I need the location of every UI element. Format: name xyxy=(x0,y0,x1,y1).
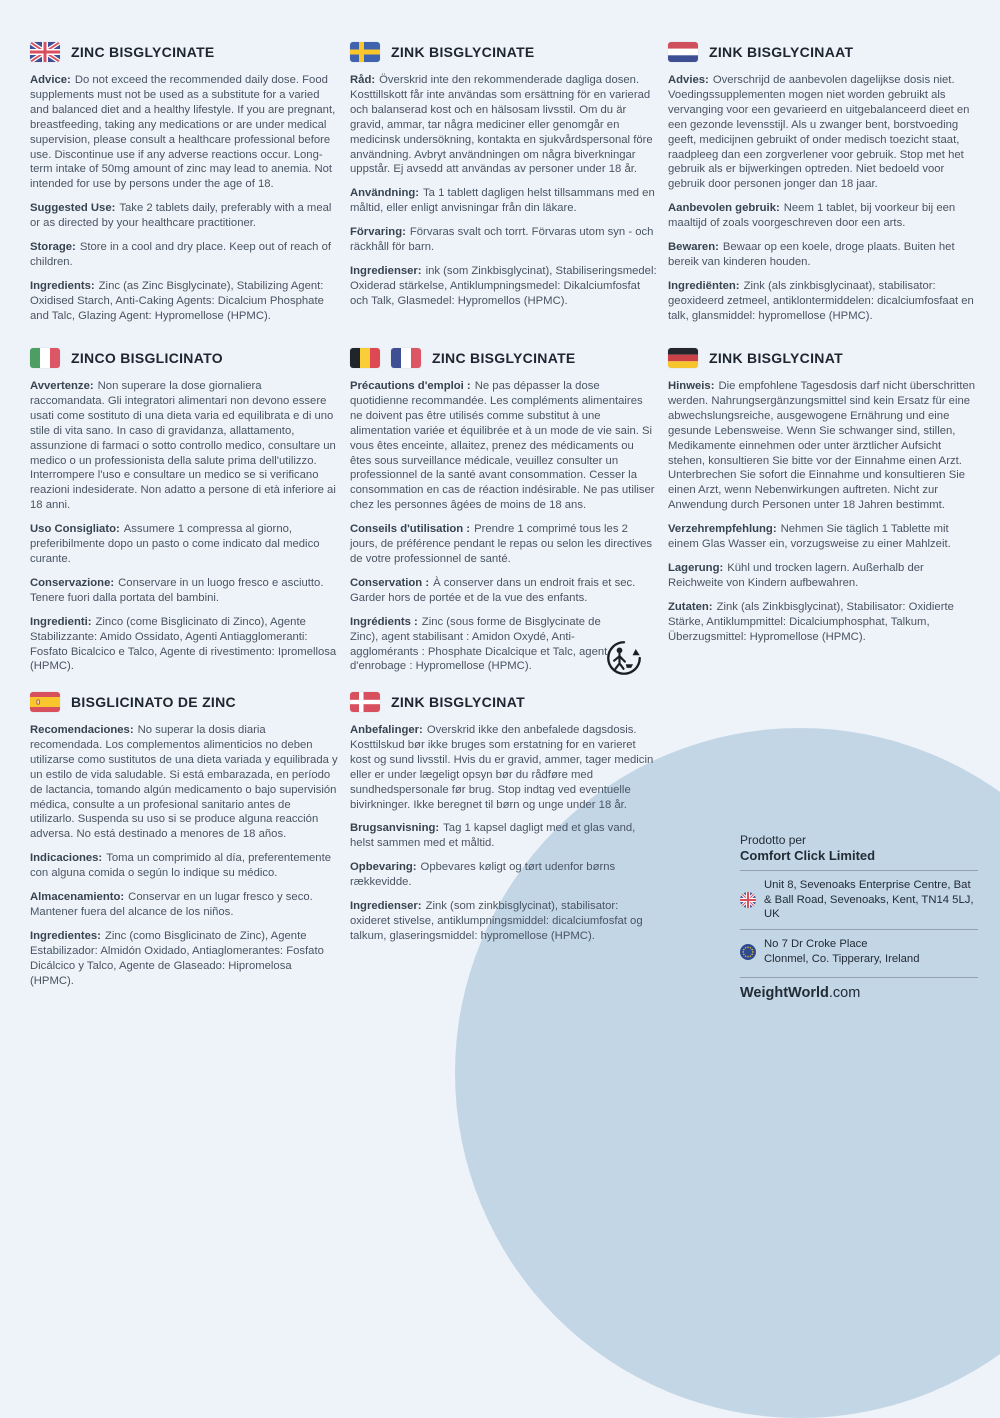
paragraph-label: Opbevaring: xyxy=(350,861,417,874)
germany-flag-icon xyxy=(668,348,698,368)
section-header xyxy=(30,348,338,368)
section-spanish xyxy=(30,692,338,998)
paragraph-text: Conservare in un luogo fresco e asciutto. Tenere fuori dalla portata del bambini. xyxy=(30,576,324,604)
paragraph xyxy=(30,576,338,606)
paragraph xyxy=(350,264,658,309)
paragraph xyxy=(668,240,976,270)
paragraph-label: Ingredienser: xyxy=(350,264,422,277)
paragraph-text: Conservar en un lugar fresco y seco. Mantener fuera del alcance de los niños. xyxy=(30,891,313,918)
paragraph-label: Recomendaciones: xyxy=(30,724,134,736)
triman-recycling-icon xyxy=(606,640,642,676)
paragraph-text: Zink (som zinkbisglycinat), stabilisator: oxideret stivelse, antiklumpningsmiddel: dicalciumfosfat og talkum, glaseringsmiddel: hypromellose (HPMC). xyxy=(350,900,643,942)
paragraph xyxy=(30,723,338,842)
paragraph-text: Zink (als Zinkbisglycinat), Stabilisator: Oxidierte Stärke, Antiklumpmittel: Dicalciumphosphat, Talkum, Überzugsmittel: Hypromellose (HPMC). xyxy=(668,600,954,643)
paragraph xyxy=(30,890,338,920)
paragraph-text: Opbevares køligt og tørt udenfor børns rækkevidde. xyxy=(350,861,616,889)
paragraph-label: Hinweis: xyxy=(668,380,715,392)
paragraph-label: Ingredientes: xyxy=(30,929,101,942)
uk-address-row xyxy=(740,870,978,929)
netherlands-flag-icon xyxy=(668,42,698,62)
paragraph-text: Zinc (as Zinc Bisglycinate), Stabilizing Agent: Oxidised Starch, Anti-Caking Agents: Dicalcium Phosphate and Talc, Glazing Agent: Hypromellose (HPMC). xyxy=(30,279,324,322)
paragraph-text: Förvaras svalt och torrt. Förvaras utom syn - och räckhåll för barn. xyxy=(350,226,654,254)
paragraph-text: Nehmen Sie täglich 1 Tablette mit einem Glas Wasser ein, vorzugsweise zu einer Mahlzeit. xyxy=(668,523,951,551)
paragraph-label: Förvaring: xyxy=(350,226,406,239)
paragraph xyxy=(30,73,338,192)
paragraph xyxy=(350,225,658,255)
section-header xyxy=(30,42,338,62)
section-dutch xyxy=(668,42,976,333)
section-header xyxy=(350,692,658,712)
italy-flag-icon xyxy=(30,348,60,368)
paragraph xyxy=(30,851,338,881)
paragraph-label: Anbefalinger: xyxy=(350,724,423,736)
paragraph-label: Zutaten: xyxy=(668,600,713,613)
paragraph xyxy=(350,379,658,513)
paragraph-text: À conserver dans un endroit frais et sec. Garder hors de portée et de la vue des enfants. xyxy=(350,576,636,604)
paragraph-text: Tag 1 kapsel dagligt med et glas vand, helst sammen med et måltid. xyxy=(350,822,636,850)
paragraph-text: Kühl und trocken lagern. Außerhalb der Reichweite von Kindern aufbewahren. xyxy=(668,561,924,589)
paragraph-label: Conservazione: xyxy=(30,576,115,589)
section-header xyxy=(668,42,976,62)
paragraph xyxy=(350,860,658,890)
section-swedish xyxy=(350,42,658,318)
paragraph xyxy=(30,615,338,675)
section-header xyxy=(350,348,658,368)
section-header xyxy=(668,348,976,368)
paragraph xyxy=(668,561,976,591)
paragraph-label: Avvertenze: xyxy=(30,380,94,392)
paragraph-label: Råd: xyxy=(350,74,376,86)
section-header xyxy=(350,42,658,62)
ireland-address xyxy=(764,937,920,966)
paragraph xyxy=(668,201,976,231)
paragraph-label: Ingrediënten: xyxy=(668,279,740,292)
paragraph-text: Overschrijd de aanbevolen dagelijkse dosis niet. Voedingssupplementen mogen niet worden gebruikt als vervanging voor een gevarieerd en uitgebalanceerd dieet en een gezonde levensstijl. Als u zwanger bent, borstvoeding geeft, medicijnen gebruikt of onder medisch toezicht staat, raadpleeg dan een zorgverlener voor gebruik. Stop met het gebruik als er bijwerkingen optreden. Niet bedoeld voor gebruik door personen jonger dan 18 jaar. xyxy=(668,74,970,191)
paragraph-label: Conseils d'utilisation : xyxy=(350,523,471,536)
section-title: BISGLICINATO DE ZINC xyxy=(71,694,236,710)
paragraph-text: No superar la dosis diaria recomendada. Los complementos alimenticios no deben utilizarse como sustitutos de una dieta variada y equilibrada y un estilo de vida saludable. Si está embarazada, en período de lactancia, tomando algún medicamento o bajo supervisión médica, consulte a un profesional sanitario antes de utilizarlo. Suspenda su uso si se produce alguna reacción adversa. No está destinado a menores de 18 años. xyxy=(30,724,338,841)
paragraph-label: Ingredienti: xyxy=(30,615,92,628)
paragraph xyxy=(30,240,338,270)
paragraph-label: Storage: xyxy=(30,241,76,254)
paragraph-text: Toma un comprimido al día, preferentemente con alguna comida o según lo indique su médico. xyxy=(30,852,331,880)
paragraph-text: Store in a cool and dry place. Keep out of reach of children. xyxy=(30,241,332,268)
uk-address: Unit 8, Sevenoaks Enterprise Centre, Bat & Ball Road, Sevenoaks, Kent, TN14 5LJ, UK xyxy=(764,879,974,921)
section-title: ZINK BISGLYCINAT xyxy=(391,694,525,710)
paragraph-label: Aanbevolen gebruik: xyxy=(668,202,780,215)
paragraph xyxy=(350,522,658,567)
paragraph-text: Neem 1 tablet, bij voorkeur bij een maaltijd of zoals voorgeschreven door een arts. xyxy=(668,202,956,230)
paragraph-text: Bewaar op een koele, droge plaats. Buiten het bereik van kinderen houden. xyxy=(668,241,955,268)
paragraph xyxy=(668,600,976,645)
paragraph xyxy=(350,899,658,944)
ireland-address-line2: Clonmel, Co. Tipperary, Ireland xyxy=(764,952,920,965)
section-italian xyxy=(30,348,338,683)
paragraph xyxy=(350,576,658,606)
section-english xyxy=(30,42,338,333)
paragraph-text: Assumere 1 compressa al giorno, preferibilmente dopo un pasto o come indicato dal medico curante. xyxy=(30,523,320,565)
ireland-address-row xyxy=(740,929,978,973)
paragraph-text: ink (som Zinkbisglycinat), Stabiliseringsmedel: Oxiderad stärkelse, Antiklumpningsmedel: Dikalciumfosfat och Talk, Glasmedel: Hypromellos (HPMC). xyxy=(350,264,657,307)
paragraph-text: Ta 1 tablett dagligen helst tillsammans med en måltid, eller enligt anvisningar från din läkare. xyxy=(350,187,655,215)
paragraph-label: Almacenamiento: xyxy=(30,891,125,904)
paragraph-label: Uso Consigliato: xyxy=(30,523,120,536)
website-brand: WeightWorld xyxy=(740,985,829,1002)
paragraph-text: Överskrid inte den rekommenderade dagliga dosen. Kosttillskott får inte användas som ersättning för en varierad och balanserad kost och en hälsosam livsstil. Om du är gravid, ammar, tar några mediciner eller genomgår en medicinsk undersökning, kontakta en sjukvårdspersonal före användning. Avbryt användningen om några biverkningar uppstår. Ej avsedd att användas av personer under 18 år. xyxy=(350,74,653,176)
paragraph xyxy=(350,723,658,812)
paragraph xyxy=(668,379,976,513)
paragraph xyxy=(668,73,976,192)
section-title: ZINK BISGLYCINAT xyxy=(709,350,843,366)
paragraph-label: Brugsanvisning: xyxy=(350,822,440,835)
ireland-address-line1: No 7 Dr Croke Place xyxy=(764,938,868,951)
spain-flag-icon xyxy=(30,692,60,712)
paragraph xyxy=(668,522,976,552)
website-tld: .com xyxy=(828,985,861,1002)
paragraph-text: Zink (als zinkbisglycinaat), stabilisator: geoxideerd zetmeel, antiklontermiddelen: dicalciumfosfaat en talk, glansmiddel: hypromellose (HPMC). xyxy=(668,279,974,322)
denmark-flag-icon xyxy=(350,692,380,712)
produced-for-label: Prodotto per xyxy=(740,833,807,847)
belgium-flag-icon xyxy=(350,348,380,368)
paragraph xyxy=(30,279,338,324)
paragraph-label: Ingrédients : xyxy=(350,615,418,628)
paragraph-label: Suggested Use: xyxy=(30,202,116,215)
paragraph xyxy=(350,821,658,851)
paragraph-text: Overskrid ikke den anbefalede dagsdosis. Kosttilskud bør ikke bruges som erstatning for en varieret kost og sund livsstil. Hvis du er gravid, ammer, tager medicin eller er under lægeligt opsyn bør du rådføre med sundhedspersonale før brug. Stop indtag ved eventuelle bivirkninger. Ikke beregnet til børn og unge under 18 år. xyxy=(350,724,654,811)
company-name: Comfort Click Limited xyxy=(740,848,876,863)
paragraph-label: Ingredienser: xyxy=(350,900,422,913)
section-french xyxy=(350,348,658,683)
section-title: ZINK BISGLYCINATE xyxy=(391,44,535,60)
section-header xyxy=(30,692,338,712)
section-german xyxy=(668,348,976,654)
section-title: ZINC BISGLYCINATE xyxy=(432,350,576,366)
paragraph xyxy=(30,379,338,513)
paragraph-label: Verzehrempfehlung: xyxy=(668,523,777,536)
paragraph-label: Användning: xyxy=(350,187,420,200)
section-title: ZINC BISGLYCINATE xyxy=(71,44,215,60)
paragraph-text: Do not exceed the recommended daily dose. Food supplements must not be used as a substitute for a varied and balanced diet and a healthy lifestyle. If you are pregnant, breastfeeding, taking any medications or are under medical supervision, please consult a healthcare professional before use. Discontinue use if any adverse reactions occur. Long-term intake of 50mg amount of zinc may lead to anemia. Not intended for use by persons under the age of 18. xyxy=(30,74,336,191)
paragraph-label: Lagerung: xyxy=(668,561,724,574)
paragraph xyxy=(30,929,338,989)
paragraph-text: Die empfohlene Tagesdosis darf nicht überschritten werden. Nahrungsergänzungsmittel sind kein Ersatz für eine abwechslungsreiche, ausgewogene Ernährung und eine gesunde Lebensweise. Wenn Sie schwanger sind, stillen, Medikamente einnehmen oder unter ärztlicher Aufsicht stehen, konsultieren Sie bitte vor der Einnahme einen Arzt. Unterbrechen Sie sofort die Einnahme und konsultieren Sie einen Arzt, wenn Nebenwirkungen auftreten. Nicht zur Anwendung durch Personen unter 18 Jahren bestimmt. xyxy=(668,380,976,512)
sweden-flag-icon xyxy=(350,42,380,62)
paragraph-text: Prendre 1 comprimé tous les 2 jours, de préférence pendant le repas ou selon les directives de votre professionnel de santé. xyxy=(350,523,653,565)
paragraph-text: Ne pas dépasser la dose quotidienne recommandée. Les compléments alimentaires ne doivent pas être utilisés comme substitut à une alimentation variée et équilibrée et à un mode de vie sain. Si vous êtes enceinte, allaitez, prenez des médicaments ou êtes sous surveillance médicale, veuillez consulter un professionnel de la santé avant consommation. Cesser la consommation en cas de réaction indésirable. Ne pas utiliser chez les personnes âgées de moins de 18 ans. xyxy=(350,380,655,512)
paragraph-label: Conservation : xyxy=(350,576,430,589)
section-title: ZINK BISGLYCINAAT xyxy=(709,44,854,60)
manufacturer-block xyxy=(740,833,978,1001)
paragraph xyxy=(30,201,338,231)
paragraph xyxy=(350,186,658,216)
paragraph xyxy=(350,73,658,177)
section-title: ZINCO BISGLICINATO xyxy=(71,350,223,366)
paragraph-text: Zinco (come Bisglicinato di Zinco), Agente Stabilizzante: Amido Ossidato, Agenti Antiagglomeranti: Fosfato Bicalcico e Talco, Agente di rivestimento: Ipromellosa (HPMC). xyxy=(30,615,337,673)
paragraph-label: Bewaren: xyxy=(668,241,719,254)
section-danish xyxy=(350,692,658,953)
paragraph xyxy=(30,522,338,567)
paragraph-label: Précautions d'emploi : xyxy=(350,380,471,392)
paragraph-text: Zinc (sous forme de Bisglycinate de Zinc), agent stabilisant : Amidon Oxydé, Anti-agglomérants : Phosphate Dicalcique et Talc, agent d'enrobage : Hypromellose (HPMC). xyxy=(350,615,608,673)
paragraph-label: Indicaciones: xyxy=(30,852,103,865)
paragraph-label: Advice: xyxy=(30,74,71,86)
paragraph xyxy=(668,279,976,324)
france-flag-icon xyxy=(391,348,421,368)
uk-flag-icon xyxy=(30,42,60,62)
website xyxy=(740,977,978,1001)
paragraph-label: Ingredients: xyxy=(30,279,95,292)
paragraph-text: Zinc (como Bisglicinato de Zinc), Agente Estabilizador: Almidón Oxidado, Antiaglomerantes: Fosfato Dicálcico y Talco, Agente de Glaseado: Hipromelosa (HPMC). xyxy=(30,929,324,987)
paragraph-text: Take 2 tablets daily, preferably with a meal or as directed by your healthcare practitioner. xyxy=(30,202,332,230)
paragraph-label: Advies: xyxy=(668,74,709,86)
paragraph-text: Non superare la dose giornaliera raccomandata. Gli integratori alimentari non devono essere usati come sostituto di una dieta varia ed equilibrata e di uno stile di vita sano. In caso di gravidanza, allattamento, assunzione di farmaci o sotto controllo medico, consultare un medico o un professionista della salute prima dell'utilizzo. Interrompere l'uso e consultare un medico se si verificano reazioni indesiderate. Non adatto a persone di età inferiore ai 18 anni. xyxy=(30,380,336,512)
eu-flag-roundel-icon xyxy=(740,944,756,960)
uk-flag-roundel-icon xyxy=(740,892,756,908)
